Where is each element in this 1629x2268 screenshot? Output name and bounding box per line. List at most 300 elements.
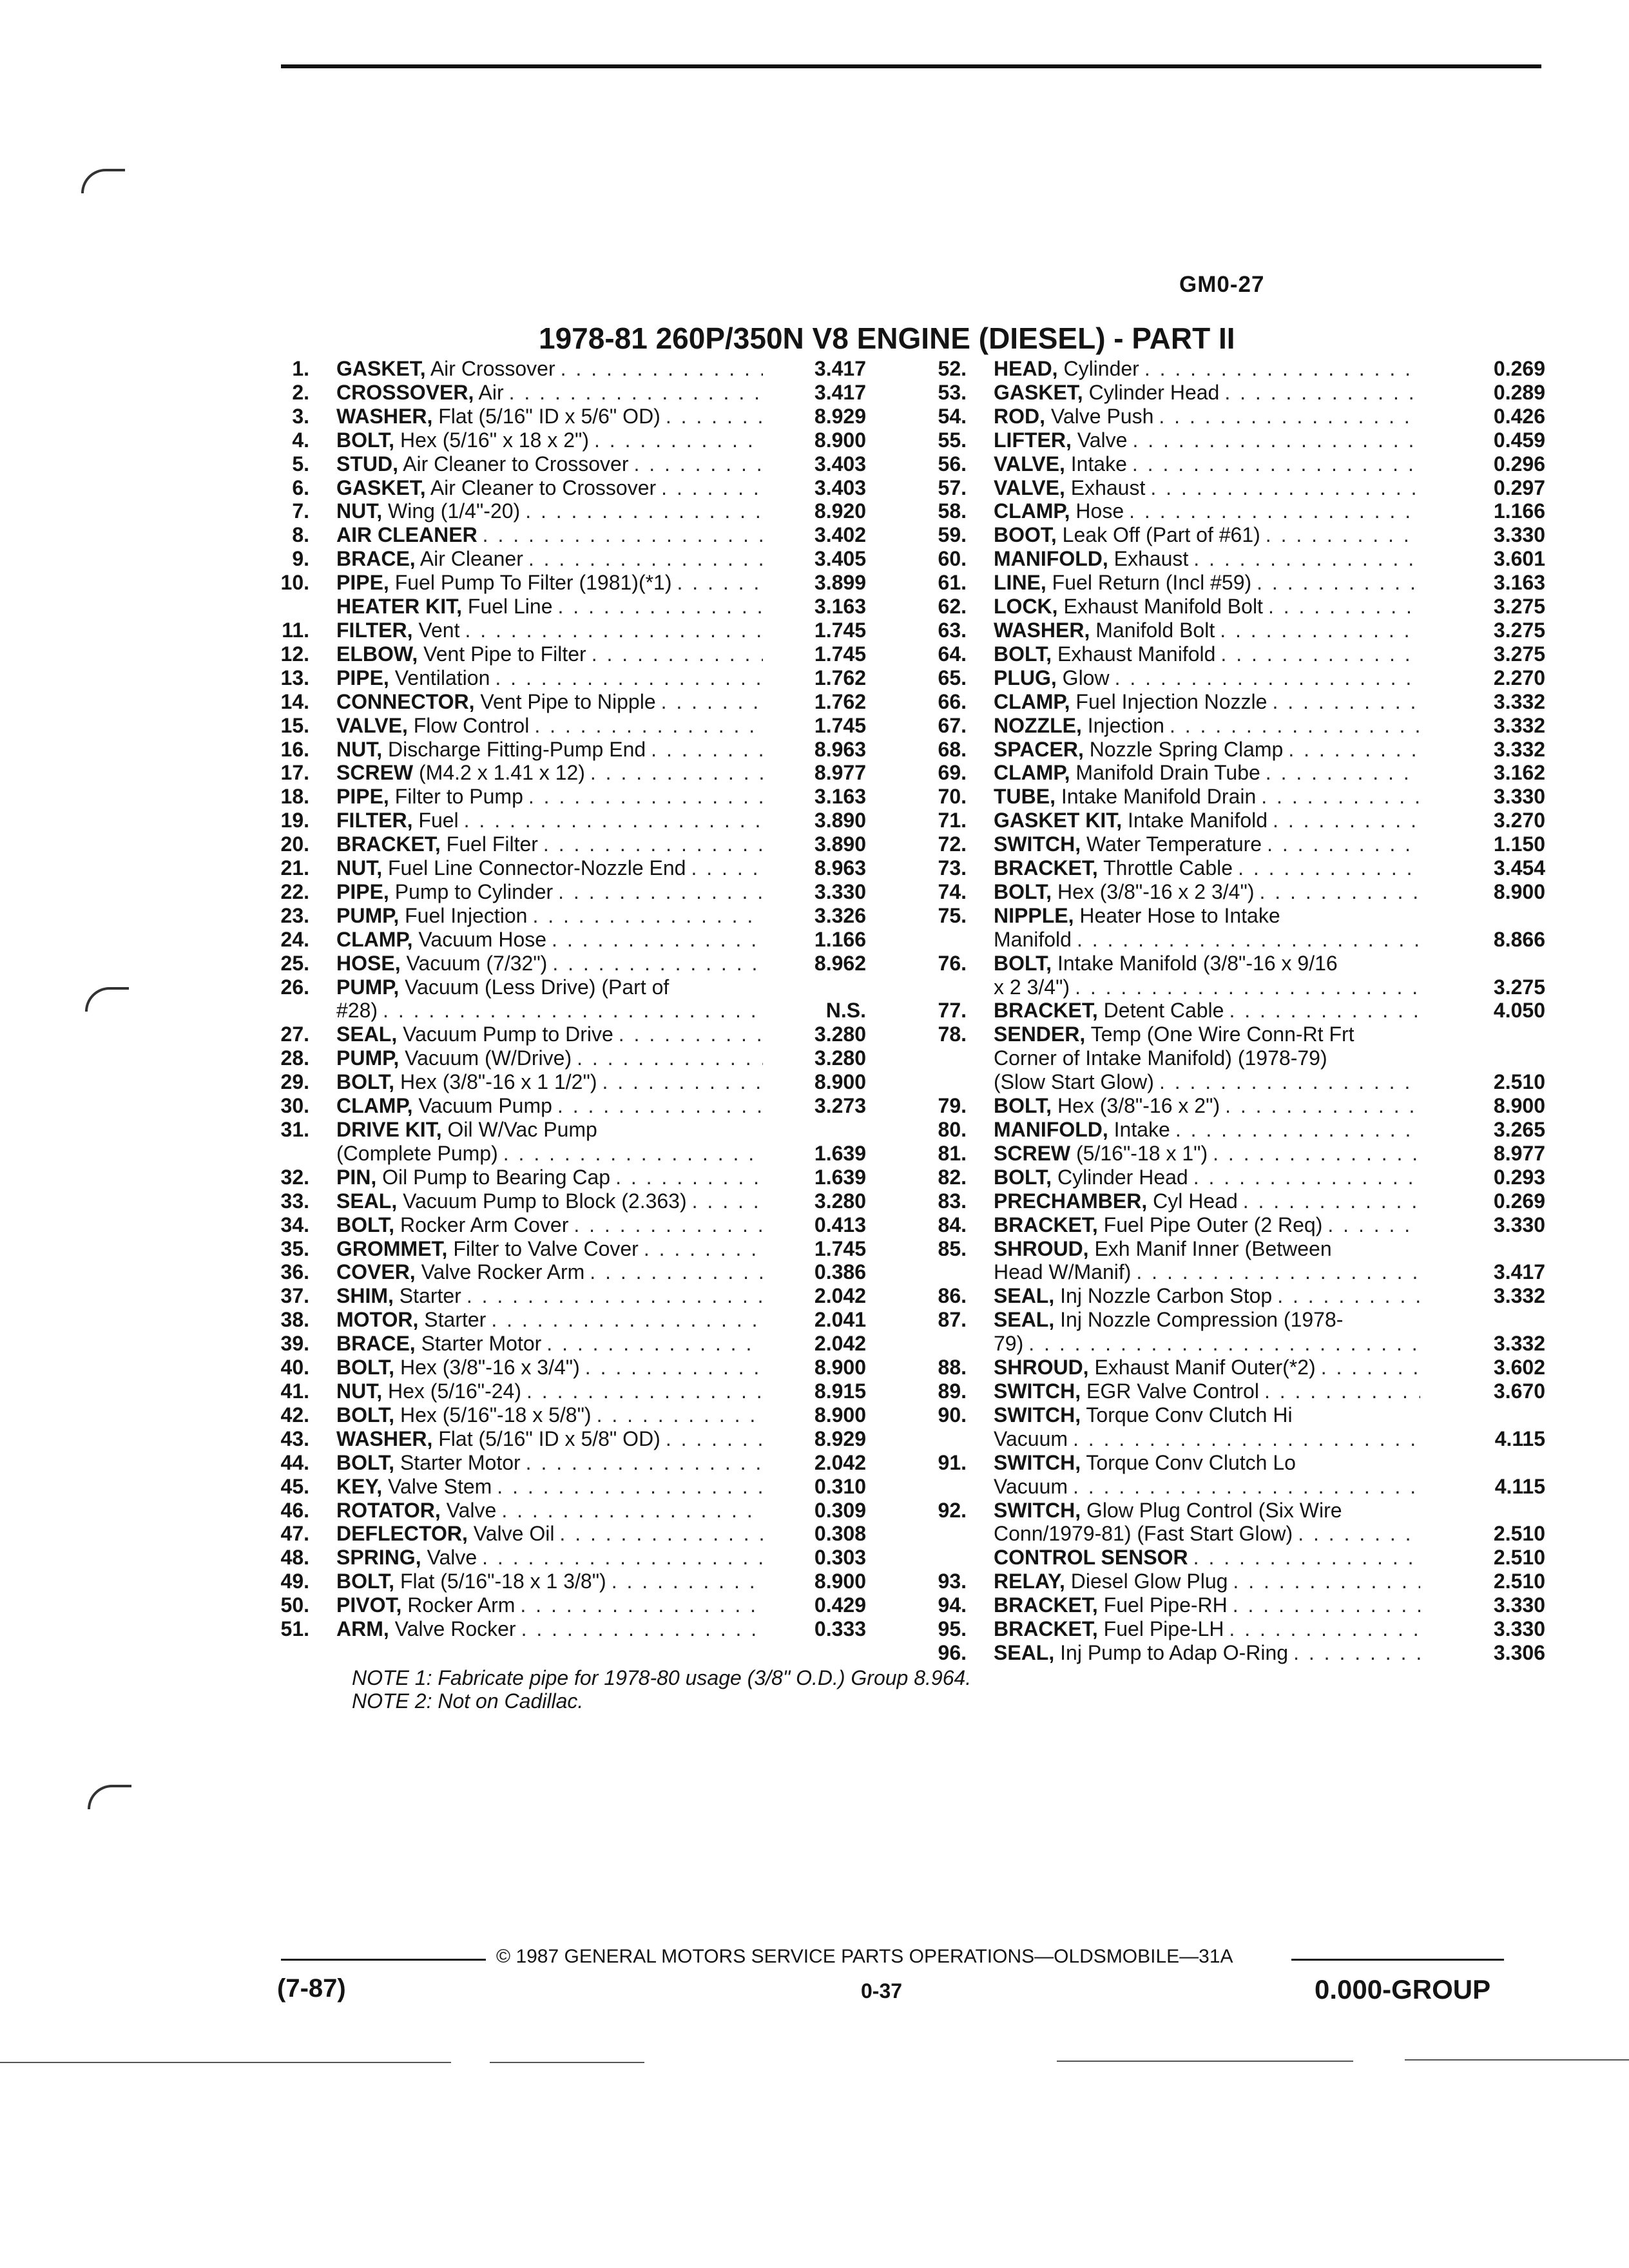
copyright: © 1987 GENERAL MOTORS SERVICE PARTS OPERATIONS—OLDSMOBILE—31A <box>496 1946 1233 1967</box>
part-number: 22. <box>280 879 309 903</box>
part-row <box>258 952 876 975</box>
part-detail: Starter Motor <box>394 1450 521 1474</box>
part-row <box>915 1570 1545 1593</box>
part-row <box>915 571 1545 595</box>
group-number: 4.050 <box>1493 999 1545 1023</box>
part-row <box>915 1213 1545 1237</box>
part-detail: Vacuum (Less Drive) (Part of <box>399 975 670 999</box>
part-description <box>994 1451 1420 1475</box>
part-name: BOLT, <box>336 1450 395 1474</box>
part-row <box>258 1142 876 1166</box>
part-detail: Fuel Line Connector-Nozzle End <box>382 856 686 880</box>
part-number: 28. <box>280 1046 309 1070</box>
part-number: 49. <box>280 1570 309 1593</box>
part-name: BRACE, <box>336 547 416 571</box>
part-number: 16. <box>280 737 309 761</box>
part-description <box>994 690 1420 714</box>
part-detail: Flat (5/16" ID x 5/6" OD) <box>432 404 660 428</box>
part-detail: #28) <box>336 999 378 1023</box>
part-name: WASHER, <box>336 1427 433 1450</box>
part-description <box>994 1356 1420 1379</box>
part-row <box>915 1070 1545 1094</box>
dot-leader <box>592 642 763 666</box>
part-detail: Head W/Manif) <box>994 1260 1132 1284</box>
part-description <box>336 1499 763 1523</box>
group-number: 0.289 <box>1493 380 1545 404</box>
part-description <box>336 856 763 880</box>
part-name: SEAL, <box>994 1308 1055 1332</box>
part-row <box>915 809 1545 832</box>
part-number: 76. <box>938 951 967 975</box>
part-number: 36. <box>280 1260 309 1284</box>
part-description <box>994 1403 1420 1427</box>
group-number: 1.745 <box>814 713 866 737</box>
scan-edge-line <box>1405 2059 1629 2061</box>
dot-leader <box>692 1189 763 1213</box>
dot-leader <box>1238 856 1420 880</box>
note-2: NOTE 2: Not on Cadillac. <box>352 1689 584 1713</box>
dot-leader <box>464 809 763 832</box>
part-description <box>336 1023 763 1046</box>
group-number: 3.280 <box>814 1023 866 1046</box>
part-name: CONTROL SENSOR <box>994 1546 1188 1570</box>
part-detail: Rocker Arm Cover <box>394 1213 569 1236</box>
part-row <box>915 689 1545 714</box>
part-description <box>336 666 763 690</box>
part-row <box>258 999 876 1023</box>
group-number: 3.306 <box>1493 1640 1545 1664</box>
part-name: SWITCH, <box>994 1379 1081 1403</box>
part-detail: Exhaust Manifold <box>1052 642 1216 666</box>
dot-leader <box>574 1213 763 1237</box>
part-name: CROSSOVER, <box>336 380 474 404</box>
part-detail: Inj Nozzle Carbon Stop <box>1054 1284 1273 1308</box>
part-number: 85. <box>938 1236 967 1260</box>
part-row <box>915 1023 1534 1046</box>
group-number: 3.265 <box>1493 1118 1545 1141</box>
part-detail: Starter Motor <box>415 1332 542 1356</box>
part-row <box>915 1094 1545 1118</box>
part-description <box>336 690 763 714</box>
part-detail: Ventilation <box>389 666 490 689</box>
part-row <box>258 428 876 452</box>
part-name: NUT, <box>336 499 383 523</box>
dot-leader <box>1220 642 1420 666</box>
dot-leader <box>1159 405 1420 428</box>
group-number: 8.900 <box>814 428 866 452</box>
part-name: LIFTER, <box>994 428 1072 452</box>
part-detail: Vent Pipe to Filter <box>418 642 586 666</box>
dot-leader <box>1159 1070 1420 1094</box>
part-detail: Valve Stem <box>382 1474 492 1498</box>
group-number: 1.745 <box>814 1236 866 1260</box>
part-detail: Fuel Injection <box>399 903 528 927</box>
part-name: FILTER, <box>336 618 413 642</box>
part-description <box>336 405 763 428</box>
part-number: 77. <box>938 999 967 1023</box>
part-detail: Air Cleaner <box>415 547 523 571</box>
part-row <box>915 975 1545 999</box>
part-description <box>994 642 1420 666</box>
part-detail: Hex (3/8"-16 x 2") <box>1052 1094 1220 1118</box>
part-detail: Exhaust <box>1108 547 1189 571</box>
part-name: ROTATOR, <box>336 1498 441 1522</box>
group-number: 8.962 <box>814 951 866 975</box>
dot-leader <box>1193 1166 1420 1189</box>
part-description <box>994 619 1420 642</box>
dot-leader <box>1077 928 1420 952</box>
part-number: 73. <box>938 856 967 880</box>
part-name: PIPE, <box>336 785 389 809</box>
part-description <box>336 975 763 999</box>
dot-leader <box>546 1332 763 1356</box>
group-number: 8.900 <box>1493 1094 1545 1118</box>
group-number: 3.275 <box>1493 975 1545 999</box>
group-number: 3.163 <box>814 595 866 619</box>
part-detail: Rocker Arm <box>401 1593 516 1617</box>
part-name: GASKET KIT, <box>994 809 1123 832</box>
part-detail: Heater Hose to Intake <box>1074 903 1280 927</box>
part-name: SWITCH, <box>994 1403 1081 1427</box>
group-number: 8.963 <box>814 737 866 761</box>
part-description <box>336 1593 763 1617</box>
part-description <box>336 1118 763 1142</box>
dot-leader <box>482 1546 763 1570</box>
part-row <box>258 856 876 880</box>
part-detail: Starter <box>393 1284 461 1308</box>
part-row <box>915 523 1545 547</box>
part-detail: (M4.2 x 1.41 x 12) <box>413 761 585 785</box>
part-description <box>994 809 1420 832</box>
part-name: SHROUD, <box>994 1356 1089 1379</box>
part-number: 69. <box>938 761 967 785</box>
part-row <box>258 880 876 904</box>
part-row <box>258 1427 876 1451</box>
part-name: KEY, <box>336 1474 383 1498</box>
dot-leader <box>1277 1284 1420 1308</box>
part-number: 4. <box>292 428 309 452</box>
part-description <box>336 1379 763 1403</box>
part-number: 57. <box>938 476 967 499</box>
part-description <box>336 999 763 1023</box>
part-name: RELAY, <box>994 1570 1065 1593</box>
part-number: 43. <box>280 1427 309 1450</box>
part-detail: Intake Manifold <box>1122 809 1268 832</box>
part-number: 14. <box>280 689 309 713</box>
part-detail: Manifold Drain Tube <box>1070 761 1260 785</box>
part-detail: Valve Oil <box>467 1522 555 1546</box>
part-name: SPRING, <box>336 1546 421 1570</box>
part-row <box>915 832 1545 856</box>
part-detail: Hex (3/8"-16 x 3/4") <box>394 1356 580 1379</box>
part-description <box>994 1260 1420 1284</box>
note-1: NOTE 1: Fabricate pipe for 1978-80 usage (3/8" O.D.) Group 8.964. <box>352 1666 972 1689</box>
dot-leader <box>528 547 763 571</box>
part-number: 67. <box>938 713 967 737</box>
part-description <box>336 452 763 476</box>
part-detail: Inj Pump to Adap O-Ring <box>1054 1640 1289 1664</box>
group-number: 0.333 <box>814 1617 866 1641</box>
group-number: 3.330 <box>814 879 866 903</box>
part-number: 88. <box>938 1356 967 1379</box>
group-number: 3.403 <box>814 452 866 476</box>
dot-leader <box>594 428 763 452</box>
part-description <box>994 1617 1420 1641</box>
part-name: CONNECTOR, <box>336 689 475 713</box>
group-number: 3.601 <box>1493 547 1545 571</box>
dot-leader <box>666 405 763 428</box>
part-description <box>336 1046 763 1070</box>
part-number: 64. <box>938 642 967 666</box>
group-number: 0.413 <box>814 1213 866 1236</box>
part-number: 17. <box>280 761 309 785</box>
part-name: PIPE, <box>336 571 389 595</box>
part-number: 94. <box>938 1593 967 1617</box>
part-name: NIPPLE, <box>994 903 1074 927</box>
part-description <box>994 1522 1420 1546</box>
part-row <box>915 1617 1545 1641</box>
dot-leader <box>577 1046 763 1070</box>
dot-leader <box>1257 571 1420 595</box>
dot-leader <box>1273 809 1420 832</box>
part-detail: Injection <box>1081 713 1164 737</box>
scan-edge-line <box>0 2062 451 2063</box>
part-name: PUMP, <box>336 975 400 999</box>
part-description <box>994 1641 1420 1665</box>
part-row <box>258 1332 876 1356</box>
part-row <box>915 476 1545 500</box>
part-description <box>336 1427 763 1451</box>
part-row <box>258 523 876 547</box>
part-description <box>336 832 763 856</box>
part-detail: Cylinder Head <box>1052 1165 1188 1189</box>
dot-leader <box>558 880 763 904</box>
part-name: ELBOW, <box>336 642 418 666</box>
dot-leader <box>1229 1617 1420 1641</box>
part-name: VALVE, <box>336 713 408 737</box>
part-description <box>336 1166 763 1189</box>
part-description <box>994 1475 1420 1499</box>
dot-leader <box>526 1379 763 1403</box>
part-name: NUT, <box>336 856 383 880</box>
part-name: PLUG, <box>994 666 1057 689</box>
part-row <box>258 666 876 690</box>
part-description <box>994 666 1420 690</box>
part-number: 34. <box>280 1213 309 1236</box>
part-description <box>994 952 1420 975</box>
part-description <box>336 642 763 666</box>
part-number: 25. <box>280 951 309 975</box>
part-description <box>994 1189 1420 1213</box>
part-number: 7. <box>292 499 309 523</box>
part-name: VALVE, <box>994 476 1065 499</box>
group-number: 1.639 <box>814 1165 866 1189</box>
part-description <box>336 952 763 975</box>
part-description <box>994 928 1420 952</box>
group-number: 3.417 <box>1493 1260 1545 1284</box>
part-row <box>258 619 876 642</box>
part-detail: Air Cleaner to Crossover <box>425 476 657 499</box>
part-row <box>915 499 1545 523</box>
part-description <box>994 523 1420 547</box>
dot-leader <box>612 1570 763 1593</box>
scan-edge-line <box>1057 2061 1353 2062</box>
group-number: 3.163 <box>1493 571 1545 595</box>
part-row <box>915 1640 1545 1665</box>
part-number: 68. <box>938 737 967 761</box>
group-number: 3.275 <box>1493 595 1545 619</box>
group-number: 0.269 <box>1493 1189 1545 1213</box>
dot-leader <box>1136 1260 1420 1284</box>
part-description <box>336 1475 763 1499</box>
dot-leader <box>1150 476 1420 500</box>
part-number: 23. <box>280 903 309 927</box>
group-number: 3.273 <box>814 1094 866 1118</box>
group-number: 2.510 <box>1493 1570 1545 1593</box>
part-detail: Detent Cable <box>1097 999 1224 1023</box>
part-description <box>336 738 763 762</box>
part-number: 59. <box>938 523 967 547</box>
dot-leader <box>666 1427 763 1451</box>
part-name: SHIM, <box>336 1284 394 1308</box>
dot-leader <box>691 856 763 880</box>
part-detail: Fuel Filter <box>440 832 538 856</box>
part-name: SPACER, <box>994 737 1084 761</box>
dot-leader <box>1193 1546 1420 1570</box>
dot-leader <box>1132 428 1420 452</box>
part-name: BRACKET, <box>994 1213 1098 1236</box>
group-number: 2.042 <box>814 1450 866 1474</box>
part-row <box>258 1546 876 1570</box>
part-description <box>994 1284 1420 1308</box>
dot-leader <box>1259 880 1420 904</box>
group-number: 1.745 <box>814 618 866 642</box>
dot-leader <box>561 357 763 381</box>
part-description <box>336 1142 763 1166</box>
part-detail: Vent <box>412 618 460 642</box>
part-description <box>336 571 763 595</box>
part-number: 60. <box>938 547 967 571</box>
dot-leader <box>559 1522 763 1546</box>
part-name: PIPE, <box>336 666 389 689</box>
part-row <box>915 1356 1545 1379</box>
part-row <box>915 879 1545 904</box>
parts-list-right <box>915 357 1545 1665</box>
part-detail: Cylinder <box>1057 357 1139 380</box>
dot-leader <box>661 690 763 714</box>
part-detail: Leak Off (Part of #61) <box>1056 523 1260 547</box>
dot-leader <box>1321 1356 1420 1379</box>
part-description <box>994 714 1420 738</box>
part-detail: Valve <box>421 1546 477 1570</box>
dot-leader <box>1243 1189 1420 1213</box>
part-name: PIVOT, <box>336 1593 402 1617</box>
part-name: SCREW <box>994 1141 1071 1165</box>
part-name: AIR CLEANER <box>336 523 477 547</box>
part-row <box>258 476 876 500</box>
part-number: 55. <box>938 428 967 452</box>
dot-leader <box>1220 619 1420 642</box>
part-row <box>258 595 876 619</box>
group-number: 2.510 <box>1493 1522 1545 1546</box>
part-detail: Water Temperature <box>1081 832 1262 856</box>
part-row <box>915 761 1545 785</box>
part-description <box>994 1213 1420 1237</box>
part-row <box>915 1189 1545 1213</box>
part-row <box>258 928 876 952</box>
part-name: HOSE, <box>336 951 401 975</box>
part-detail: Hex (5/16"-18 x 5/8") <box>394 1403 592 1427</box>
dot-leader <box>1229 999 1420 1023</box>
part-row <box>915 547 1545 571</box>
part-detail: Torque Conv Clutch Lo <box>1081 1450 1296 1474</box>
part-row <box>915 713 1545 738</box>
part-name: SWITCH, <box>994 1450 1081 1474</box>
dot-leader <box>1264 1379 1420 1403</box>
part-description <box>994 785 1420 809</box>
part-row <box>258 1023 876 1046</box>
part-detail: Glow <box>1056 666 1110 689</box>
part-description <box>994 904 1420 928</box>
part-number: 10. <box>280 571 309 595</box>
part-number: 61. <box>938 571 967 595</box>
dot-leader <box>1075 975 1420 999</box>
part-row <box>915 952 1534 975</box>
part-name: BOLT, <box>336 428 395 452</box>
group-number: 4.115 <box>1494 1427 1545 1450</box>
part-name: LINE, <box>994 571 1046 595</box>
dot-leader <box>615 1166 763 1189</box>
part-detail: Diesel Glow Plug <box>1065 1570 1228 1593</box>
part-row <box>915 1451 1534 1475</box>
part-name: HEATER KIT, <box>336 595 462 619</box>
part-detail: Oil W/Vac Pump <box>441 1118 597 1141</box>
part-name: BOLT, <box>994 879 1052 903</box>
part-description <box>994 1142 1420 1166</box>
part-detail: Oil Pump to Bearing Cap <box>376 1165 611 1189</box>
part-name: NOZZLE, <box>994 713 1082 737</box>
part-detail: Valve Push <box>1045 404 1154 428</box>
part-description <box>994 1046 1420 1070</box>
dot-leader <box>558 595 764 619</box>
part-description <box>994 856 1420 880</box>
part-detail: Valve Rocker Arm <box>415 1260 585 1284</box>
part-description <box>336 1070 763 1094</box>
dot-leader <box>1266 761 1420 785</box>
group-number: 3.332 <box>1493 689 1545 713</box>
part-name: FILTER, <box>336 809 413 832</box>
part-detail: Hex (3/8"-16 x 1 1/2") <box>394 1070 597 1094</box>
part-detail: Fuel Pipe Outer (2 Req) <box>1097 1213 1323 1236</box>
part-description <box>336 1546 763 1570</box>
dot-leader <box>590 761 763 785</box>
part-name: DEFLECTOR, <box>336 1522 468 1546</box>
part-description <box>994 1499 1420 1523</box>
dot-leader <box>1233 1570 1420 1593</box>
part-detail: Hose <box>1070 499 1124 523</box>
part-description <box>336 1308 763 1332</box>
group-number: N.S. <box>825 999 866 1023</box>
part-number: 89. <box>938 1379 967 1403</box>
part-number: 95. <box>938 1617 967 1641</box>
dot-leader <box>590 1260 763 1284</box>
part-number: 45. <box>280 1474 309 1498</box>
part-detail: Intake <box>1108 1118 1170 1141</box>
dot-leader <box>1327 1213 1420 1237</box>
part-name: SHROUD, <box>994 1236 1089 1260</box>
part-detail: (Slow Start Glow) <box>994 1070 1154 1094</box>
part-row <box>915 404 1545 428</box>
